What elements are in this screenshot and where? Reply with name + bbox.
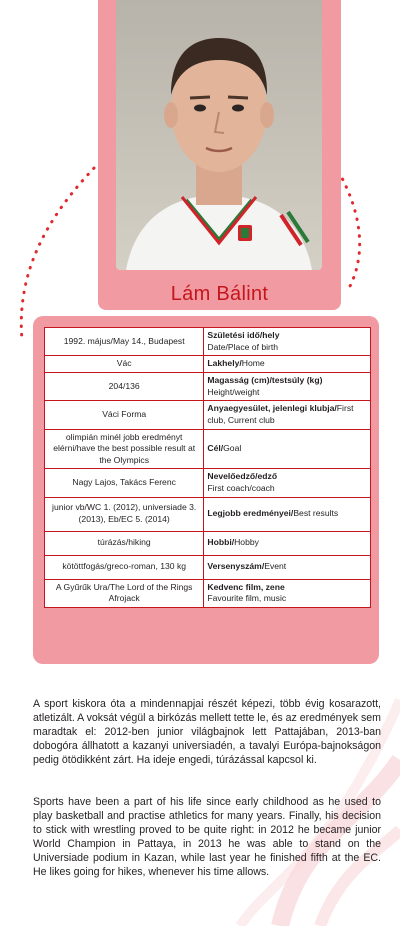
label-hungarian: Legjobb eredményei/ [207, 508, 294, 519]
label-hungarian: Születési idő/hely [207, 330, 280, 340]
row-value: olimpián minél jobb eredményt elérni/have the best possible result at the Olympics [45, 429, 204, 469]
row-value: 1992. május/May 14., Budapest [45, 328, 204, 356]
label-english: Home [241, 358, 265, 369]
bio-english: Sports have been a part of his life since early childhood as he used to play basketball and practise athletics for many years. Finally, his decision to stick with wrestling proved to be quite right: in 2012 he became junior World Champion in Pattaya, in 2013 he was able to stand on the Universiade podium in Kazan, while last year he finished fifth at the EC. He likes going for hikes, whenever his time allows. [33, 796, 381, 878]
row-value: kötöttfogás/greco-roman, 130 kg [45, 555, 204, 579]
label-english: First club, Current club [207, 403, 354, 425]
row-value: Vác [45, 356, 204, 373]
athlete-name: Lám Bálint [170, 283, 269, 305]
profile-table [44, 327, 371, 608]
table-row [45, 555, 371, 579]
row-value: túrázás/hiking [45, 531, 204, 555]
label-hungarian: Kedvenc film, zene [207, 581, 285, 592]
portrait-illustration [116, 0, 322, 270]
row-label [204, 469, 371, 497]
row-value: 204/136 [45, 373, 204, 401]
table-row [45, 579, 371, 607]
label-english: Date/Place of birth [207, 341, 279, 352]
row-value: Nagy Lajos, Takács Ferenc [45, 469, 204, 497]
table-row [45, 373, 371, 401]
label-hungarian: Nevelőedző/edző [207, 471, 278, 482]
label-hungarian: Versenyszám/ [207, 561, 265, 572]
row-label [204, 497, 371, 531]
label-english: First coach/coach [207, 482, 275, 493]
table-row [45, 429, 371, 469]
label-english: Favourite film, music [207, 593, 287, 604]
label-hungarian: Lakhely/ [207, 358, 242, 369]
row-label [204, 328, 371, 356]
row-label [204, 401, 371, 429]
row-label [204, 429, 371, 469]
table-row [45, 469, 371, 497]
label-english: Best results [293, 508, 339, 519]
label-hungarian: Anyaegyesület, jelenlegi klubja/ [207, 403, 337, 414]
row-label [204, 531, 371, 555]
label-hungarian: Hobbi/ [207, 537, 235, 548]
table-row [45, 497, 371, 531]
row-label [204, 555, 371, 579]
athlete-photo [116, 0, 322, 270]
label-hungarian: Magasság (cm)/testsúly (kg) [207, 375, 323, 386]
row-label [204, 356, 371, 373]
row-value: junior vb/WC 1. (2012), universiade 3. (2013), Eb/EC 5. (2014) [45, 497, 204, 531]
label-english: Height/weight [207, 386, 260, 397]
row-value: A Gyűrűk Ura/The Lord of the Rings Afrojack [45, 579, 204, 607]
label-english: Hobby [234, 537, 259, 548]
label-english: Goal [223, 443, 242, 454]
table-row [45, 356, 371, 373]
row-label [204, 579, 371, 607]
label-hungarian: Cél/ [207, 443, 224, 454]
table-row [45, 531, 371, 555]
table-row [45, 328, 371, 356]
label-english: Event [264, 561, 287, 572]
bio-hungarian: A sport kiskora óta a mindennapjai részét képezi, több évig kosarazott, atletizált. A voksát végül a birkózás mellett tette le, és az eredmények sem maradtak el: 2012-ben junior világbajnok lett Pattajában, 2013-ban dobogóra állhatott a kazanyi universiadén, a tavalyi Európa-bajnokságon pedig ötödikként zárt. Ha ideje engedi, túrázással kapcsol ki. [33, 698, 381, 766]
table-row [45, 401, 371, 429]
row-label [204, 373, 371, 401]
row-value: Váci Forma [45, 401, 204, 429]
